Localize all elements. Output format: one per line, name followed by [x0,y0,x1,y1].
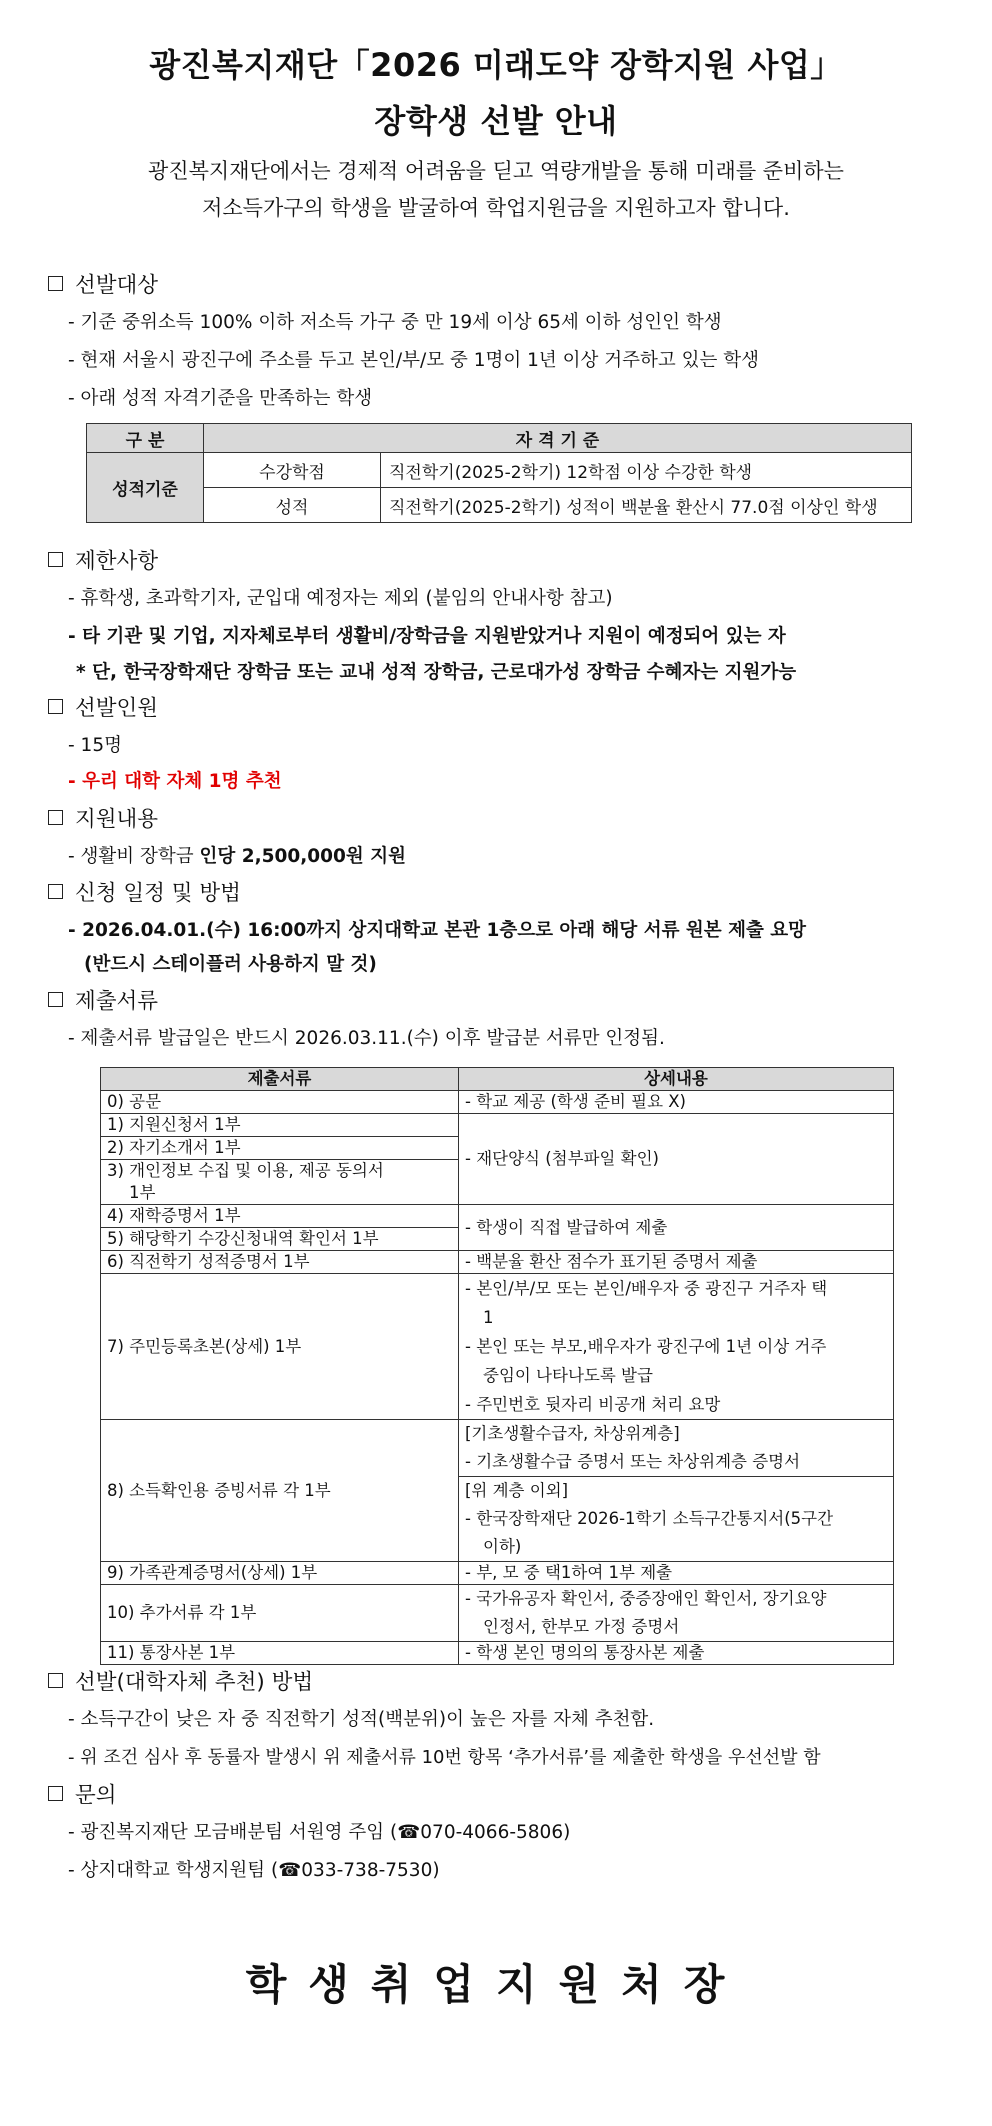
document-name-line: 1부 [129,1183,156,1202]
document-name: 9) 가족관계증명서(상세) 1부 [101,1562,459,1585]
document-detail: - 부, 모 중 택1하여 1부 제출 [459,1562,894,1585]
detail-line: 이하) [483,1537,522,1556]
document-name: 0) 공문 [101,1091,459,1114]
checkbox-icon [48,1673,63,1688]
document-name: 10) 추가서류 각 1부 [101,1585,459,1642]
documents-table [100,1067,894,1665]
detail-line: 중임이 나타나도록 발급 [483,1366,653,1385]
section-support [48,802,158,833]
document-detail: - 학교 제공 (학생 준비 필요 X) [459,1091,894,1114]
document-name [101,1160,459,1205]
detail-group-heading: [위 계층 이외] [465,1481,569,1500]
support-prefix: - 생활비 장학금 [68,846,200,867]
target-item: - 기준 중위소득 100% 이하 저소득 가구 중 만 19세 이상 65세 이하 성인인 학생 [68,312,722,333]
document-name: 5) 해당학기 수강신청내역 확인서 1부 [101,1228,459,1251]
detail-line: - 한국장학재단 2026-1학기 소득구간통지서(5구간 [465,1509,834,1528]
document-detail: - 재단양식 (첨부파일 확인) [459,1114,894,1205]
checkbox-icon [48,992,63,1007]
document-name: 4) 재학증명서 1부 [101,1205,459,1228]
detail-line: - 국가유공자 확인서, 중증장애인 확인서, 장기요양 [465,1589,827,1608]
table-header: 자 격 기 준 [204,424,912,453]
detail-group-heading: [기초생활수급자, 차상위계층] [465,1424,680,1443]
selection-item: - 소득구간이 낮은 자 중 직전학기 성적(백분위)이 높은 자를 자체 추천함. [68,1709,655,1730]
document-name: 2) 자기소개서 1부 [101,1137,459,1160]
target-item: - 아래 성적 자격기준을 만족하는 학생 [68,388,373,409]
section-title: 지원내용 [75,807,159,832]
detail-line: - 기초생활수급 증명서 또는 차상위계층 증명서 [465,1452,801,1471]
page-subtitle: 장학생 선발 안내 [374,102,618,140]
section-title: 선발인원 [75,696,159,721]
target-item: - 현재 서울시 광진구에 주소를 두고 본인/부/모 중 1명이 1년 이상 거주하고 있는 학생 [68,350,760,371]
detail-line: 인정서, 한부모 가정 증명서 [483,1617,680,1636]
section-title: 선발(대학자체 추천) 방법 [75,1670,314,1695]
checkbox-icon [48,1786,63,1801]
support-amount: 인당 2,500,000원 지원 [199,846,406,867]
checkbox-icon [48,276,63,291]
document-detail: - 학생이 직접 발급하여 제출 [459,1205,894,1251]
document-detail: - 백분율 환산 점수가 표기된 증명서 제출 [459,1251,894,1274]
schedule-item: - 2026.04.01.(수) 16:00까지 상지대학교 본관 1층으로 아래 해당 서류 원본 제출 요망 [68,920,807,941]
document-name: 8) 소득확인용 증빙서류 각 1부 [101,1420,459,1562]
intro-line-2: 저소득가구의 학생을 발굴하여 학업지원금을 지원하고자 합니다. [202,196,790,220]
section-title: 선발대상 [75,273,159,298]
table-header: 상세내용 [459,1068,894,1091]
section-target [48,268,158,299]
section-contact [48,1778,117,1809]
restriction-note: * 단, 한국장학재단 장학금 또는 교내 성적 장학금, 근로대가성 장학금 수혜자는 지원가능 [76,662,797,683]
documents-note: - 제출서류 발급일은 반드시 2026.03.11.(수) 이후 발급분 서류만 인정됨. [68,1028,665,1049]
quota-item: - 15명 [68,735,122,756]
document-name: 11) 통장사본 1부 [101,1642,459,1665]
checkbox-icon [48,699,63,714]
document-detail: - 학생 본인 명의의 통장사본 제출 [459,1642,894,1665]
table-header: 제출서류 [101,1068,459,1091]
checkbox-icon [48,884,63,899]
detail-line: - 주민번호 뒷자리 비공개 처리 요망 [465,1395,721,1414]
section-quota [48,691,158,722]
document-name: 7) 주민등록초본(상세) 1부 [101,1274,459,1420]
qualification-table [86,423,912,523]
checkbox-icon [48,810,63,825]
detail-line: - 본인 또는 부모,배우자가 광진구에 1년 이상 거주 [465,1337,827,1356]
document-name: 1) 지원신청서 1부 [101,1114,459,1137]
issuer-signature: 학생취업지원처장 [245,1960,747,2009]
document-name: 6) 직전학기 성적증명서 1부 [101,1251,459,1274]
section-schedule [48,876,241,907]
selection-item: - 위 조건 심사 후 동률자 발생시 위 제출서류 10번 항목 ‘추가서류’를 제출한 학생을 우선선발 함 [68,1747,821,1768]
criteria-label: 수강학점 [204,453,381,488]
criteria-value: 직전학기(2025-2학기) 12학점 이상 수강한 학생 [381,453,912,488]
section-title: 제한사항 [75,549,159,574]
document-detail [459,1477,894,1562]
contact-item: - 광진복지재단 모금배분팀 서원영 주임 (☎070-4066-5806) [68,1822,571,1843]
section-title: 제출서류 [75,989,159,1014]
section-title: 문의 [75,1783,117,1808]
criteria-value: 직전학기(2025-2학기) 성적이 백분율 환산시 77.0점 이상인 학생 [381,488,912,523]
intro-line-1: 광진복지재단에서는 경제적 어려움을 딛고 역량개발을 통해 미래를 준비하는 [148,159,844,183]
row-group-label: 성적기준 [87,453,204,523]
criteria-label: 성적 [204,488,381,523]
detail-line: 1 [483,1308,494,1327]
quota-highlight: - 우리 대학 자체 1명 추천 [68,771,282,792]
page-title: 광진복지재단「2026 미래도약 장학지원 사업」 [149,46,843,84]
schedule-note: (반드시 스테이플러 사용하지 말 것) [84,954,377,975]
section-selection [48,1665,313,1696]
detail-line: - 본인/부/모 또는 본인/배우자 중 광진구 거주자 택 [465,1279,828,1298]
checkbox-icon [48,552,63,567]
table-header: 구 분 [87,424,204,453]
section-title: 신청 일정 및 방법 [75,881,241,906]
document-detail [459,1585,894,1642]
document-detail [459,1274,894,1420]
restriction-item: - 휴학생, 초과학기자, 군입대 예정자는 제외 (붙임의 안내사항 참고) [68,588,613,609]
restriction-item: - 타 기관 및 기업, 지자체로부터 생활비/장학금을 지원받았거나 지원이 예정되어 있는 자 [68,626,786,647]
support-item [68,842,406,868]
section-restrictions [48,544,158,575]
section-documents [48,984,158,1015]
contact-item: - 상지대학교 학생지원팀 (☎033-738-7530) [68,1860,440,1881]
document-name-line: 3) 개인정보 수집 및 이용, 제공 동의서 [107,1161,384,1180]
document-detail [459,1420,894,1477]
